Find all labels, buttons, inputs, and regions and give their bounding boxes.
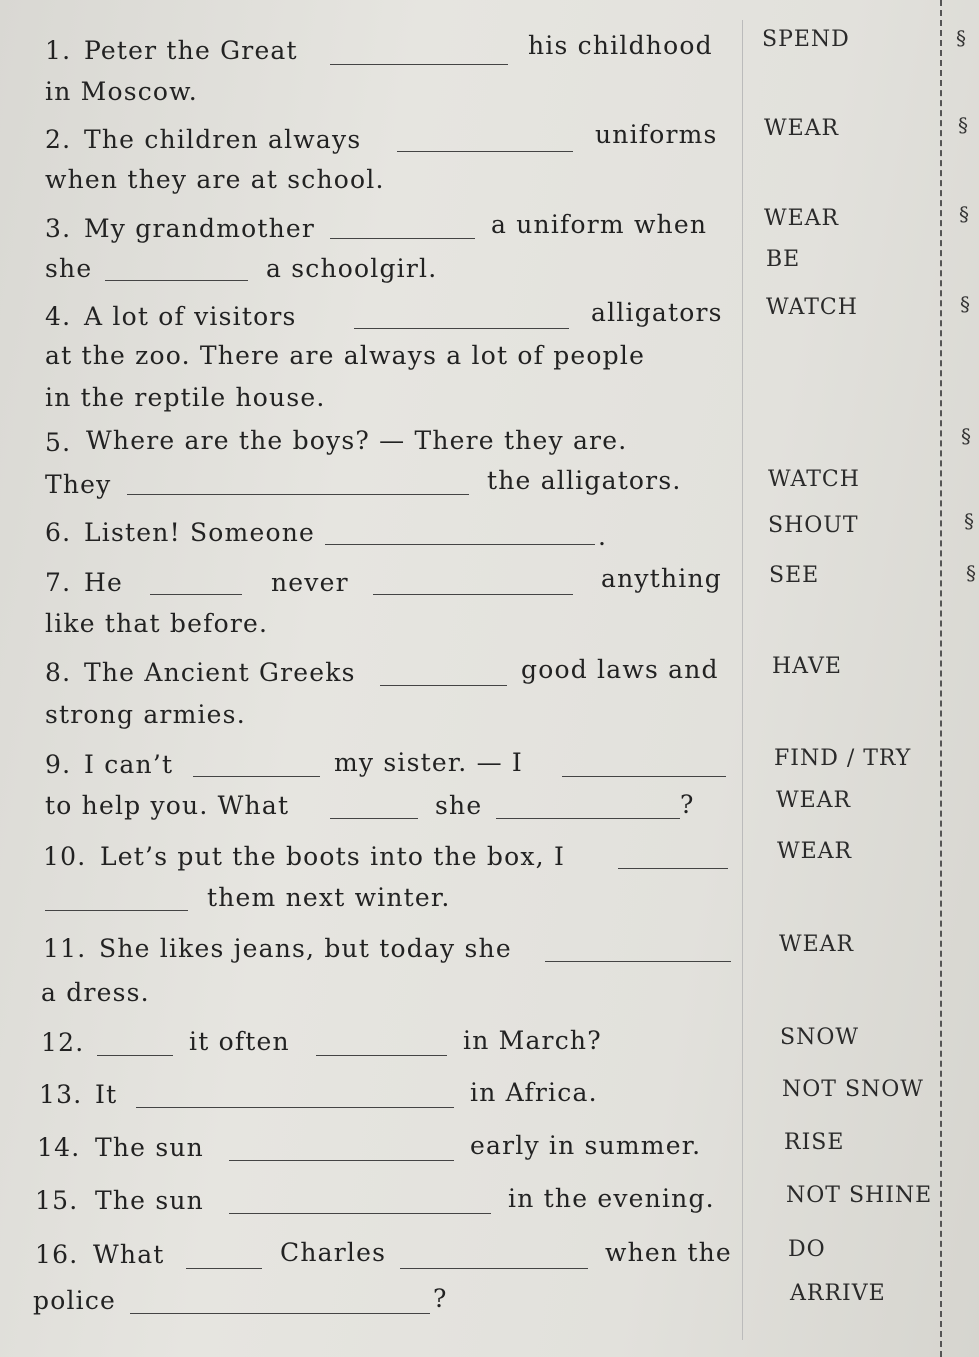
item-9-blank-4[interactable]: [496, 818, 680, 819]
item-13-blank[interactable]: [136, 1107, 454, 1108]
margin-mark-1: §: [956, 26, 966, 50]
item-9-text-a: I can’t: [84, 750, 174, 779]
item-4-text-d: in the reptile house.: [45, 383, 326, 412]
item-4-blank[interactable]: [354, 328, 569, 329]
item-10-number: 10.: [43, 842, 87, 871]
item-6-text-a: Listen! Someone: [84, 518, 315, 547]
item-12-verb: SNOW: [780, 1025, 859, 1050]
item-11-verb: WEAR: [779, 932, 855, 957]
item-4-number: 4.: [45, 302, 72, 331]
item-6-number: 6.: [45, 518, 72, 547]
item-10-text-b: them next winter.: [207, 883, 451, 912]
item-12-blank-2[interactable]: [316, 1055, 447, 1056]
item-5-text-b: They: [45, 470, 112, 499]
item-13-verb: NOT SNOW: [782, 1077, 924, 1102]
item-6-blank[interactable]: [325, 544, 595, 545]
item-3-verb-2: BE: [766, 247, 801, 272]
margin-mark-7: §: [966, 561, 976, 585]
item-4-text-c: at the zoo. There are always a lot of people: [45, 341, 646, 370]
item-10-blank-1[interactable]: [618, 868, 728, 869]
item-5-blank[interactable]: [127, 494, 469, 495]
item-15-text-b: in the evening.: [508, 1184, 715, 1213]
item-5-text-c: the alligators.: [487, 466, 682, 495]
item-6-verb: SHOUT: [768, 513, 859, 538]
item-8-blank[interactable]: [380, 685, 507, 686]
item-11-text-a: She likes jeans, but today she: [99, 934, 512, 963]
item-5-number: 5.: [45, 428, 72, 457]
item-16-text-c: when the: [605, 1238, 732, 1267]
item-2-number: 2.: [45, 125, 72, 154]
item-9-verb-2: WEAR: [776, 788, 852, 813]
margin-mark-2: §: [958, 113, 968, 137]
margin-mark-6: §: [964, 509, 974, 533]
item-12-blank-1[interactable]: [97, 1055, 173, 1056]
margin-mark-5: §: [961, 424, 971, 448]
item-16-text-d: police: [33, 1286, 117, 1315]
item-7-text-b: never: [271, 568, 349, 597]
item-7-text-a: He: [84, 568, 123, 597]
item-9-text-e: ?: [680, 790, 695, 819]
item-1-number: 1.: [45, 36, 72, 65]
item-7-blank-1[interactable]: [150, 594, 242, 595]
item-16-blank-3[interactable]: [130, 1313, 430, 1314]
item-7-verb: SEE: [769, 563, 820, 588]
cut-line: [940, 0, 942, 1357]
item-16-text-e: ?: [433, 1284, 448, 1313]
item-3-text-d: a schoolgirl.: [266, 254, 438, 283]
item-3-verb-1: WEAR: [764, 206, 840, 231]
item-1-text-b: his childhood: [528, 31, 713, 60]
item-1-text-a: Peter the Great: [84, 36, 298, 65]
item-8-text-c: strong armies.: [45, 700, 246, 729]
item-8-text-b: good laws and: [521, 655, 719, 684]
item-12-text-a: it often: [189, 1027, 290, 1056]
item-10-blank-2[interactable]: [45, 910, 188, 911]
item-9-blank-2[interactable]: [562, 776, 726, 777]
item-3-text-b: a uniform when: [491, 210, 708, 239]
item-10-verb: WEAR: [777, 839, 853, 864]
item-9-text-c: to help you. What: [45, 791, 290, 820]
item-14-blank[interactable]: [229, 1160, 454, 1161]
item-5-verb: WATCH: [768, 467, 860, 492]
item-15-verb: NOT SHINE: [786, 1183, 933, 1208]
item-12-number: 12.: [41, 1028, 85, 1057]
item-13-text-b: in Africa.: [470, 1078, 598, 1107]
item-11-text-b: a dress.: [41, 978, 150, 1007]
margin-mark-4: §: [960, 292, 970, 316]
item-7-text-d: like that before.: [45, 609, 269, 638]
item-16-blank-2[interactable]: [400, 1268, 588, 1269]
item-3-blank-1[interactable]: [330, 238, 475, 239]
item-3-text-c: she: [45, 254, 93, 283]
item-4-verb: WATCH: [766, 295, 858, 320]
item-15-blank[interactable]: [229, 1213, 491, 1214]
item-11-number: 11.: [43, 934, 87, 963]
item-7-text-c: anything: [601, 564, 722, 593]
item-15-number: 15.: [35, 1186, 79, 1215]
item-11-blank[interactable]: [545, 961, 731, 962]
item-5-text-a: Where are the boys? — There they are.: [86, 426, 628, 455]
item-9-text-b: my sister. — I: [334, 748, 523, 777]
item-16-verb-2: ARRIVE: [790, 1281, 886, 1306]
item-4-text-a: A lot of visitors: [84, 302, 297, 331]
item-13-number: 13.: [39, 1080, 83, 1109]
item-7-number: 7.: [45, 568, 72, 597]
item-9-blank-3[interactable]: [330, 818, 418, 819]
item-9-verb-1: FIND / TRY: [774, 746, 912, 771]
item-4-text-b: alligators: [591, 298, 723, 327]
item-16-text-a: What: [93, 1240, 165, 1269]
item-14-text-a: The sun: [95, 1133, 204, 1162]
column-divider: [742, 20, 743, 1340]
item-9-number: 9.: [45, 750, 72, 779]
item-12-text-b: in March?: [463, 1026, 602, 1055]
item-10-text-a: Let’s put the boots into the box, I: [100, 842, 566, 871]
item-8-number: 8.: [45, 658, 72, 687]
item-9-blank-1[interactable]: [193, 776, 320, 777]
item-2-text-b: uniforms: [595, 120, 718, 149]
item-16-text-b: Charles: [280, 1238, 387, 1267]
item-13-text-a: It: [95, 1080, 118, 1109]
item-16-blank-1[interactable]: [186, 1268, 262, 1269]
item-15-text-a: The sun: [95, 1186, 204, 1215]
item-7-blank-2[interactable]: [373, 594, 573, 595]
item-16-verb-1: DO: [788, 1237, 826, 1262]
item-1-text-c: in Moscow.: [45, 77, 198, 106]
item-1-blank[interactable]: [330, 64, 508, 65]
item-16-number: 16.: [35, 1240, 79, 1269]
item-14-number: 14.: [37, 1133, 81, 1162]
item-3-text-a: My grandmother: [84, 214, 316, 243]
item-3-blank-2[interactable]: [105, 280, 248, 281]
item-2-text-a: The children always: [84, 125, 362, 154]
item-2-text-c: when they are at school.: [45, 165, 385, 194]
item-3-number: 3.: [45, 214, 72, 243]
item-14-text-b: early in summer.: [470, 1131, 702, 1160]
item-6-text-b: .: [598, 522, 608, 551]
item-2-blank[interactable]: [397, 151, 573, 152]
item-14-verb: RISE: [784, 1130, 845, 1155]
margin-mark-3: §: [959, 202, 969, 226]
item-2-verb: WEAR: [764, 116, 840, 141]
item-9-text-d: she: [435, 791, 483, 820]
item-8-text-a: The Ancient Greeks: [84, 658, 356, 687]
item-1-verb: SPEND: [762, 27, 850, 52]
item-8-verb: HAVE: [772, 654, 842, 679]
